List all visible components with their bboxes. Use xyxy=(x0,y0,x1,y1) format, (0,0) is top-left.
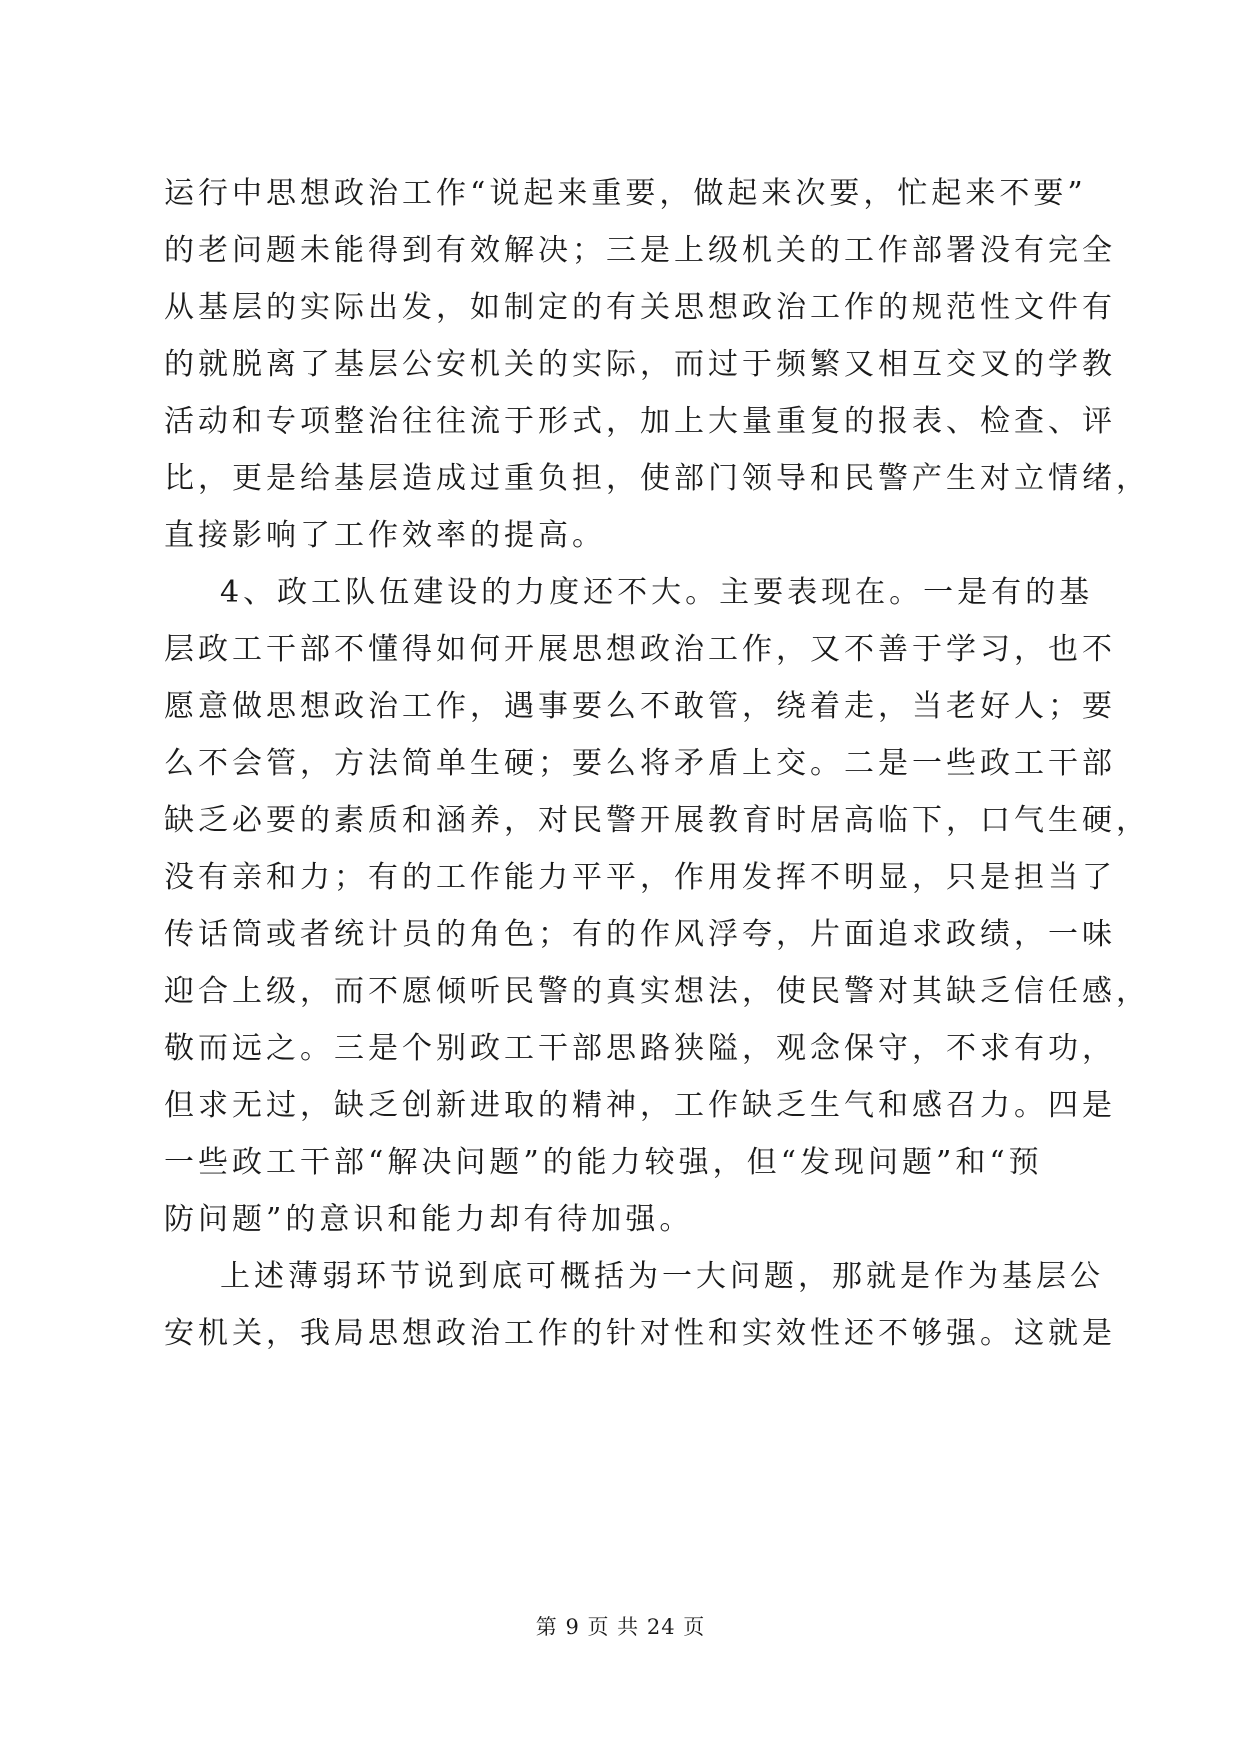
text-line: 直接影响了工作效率的提高。 xyxy=(164,518,606,553)
text-line: 比，更是给基层造成过重负担，使部门领导和民警产生对立情绪， xyxy=(164,461,1150,496)
text-line: 但求无过，缺乏创新进取的精神，工作缺乏生气和感召力。四是 xyxy=(164,1088,1116,1123)
text-line: 防问题”的意识和能力却有待加强。 xyxy=(164,1202,694,1237)
text-line: 没有亲和力；有的工作能力平平，作用发挥不明显，只是担当了 xyxy=(164,860,1116,895)
text-line: 愿意做思想政治工作，遇事要么不敢管，绕着走，当老好人；要 xyxy=(164,689,1116,724)
paragraph-start-line: 4、政工队伍建设的力度还不大。主要表现在。一是有的基 xyxy=(220,575,1094,610)
text-line: 缺乏必要的素质和涵养，对民警开展教育时居高临下，口气生硬， xyxy=(164,803,1150,838)
text-line: 传话筒或者统计员的角色；有的作风浮夸，片面追求政绩，一味 xyxy=(164,917,1116,952)
text-line: 么不会管，方法简单生硬；要么将矛盾上交。二是一些政工干部 xyxy=(164,746,1116,781)
text-line: 运行中思想政治工作“说起来重要，做起来次要，忙起来不要” xyxy=(164,176,1087,211)
text-line: 一些政工干部“解决问题”的能力较强，但“发现问题”和“预 xyxy=(164,1145,1043,1180)
text-line: 活动和专项整治往往流于形式，加上大量重复的报表、检查、评 xyxy=(164,404,1116,439)
text-line: 敬而远之。三是个别政工干部思路狭隘，观念保守，不求有功， xyxy=(164,1031,1116,1066)
text-line: 的就脱离了基层公安机关的实际，而过于频繁又相互交叉的学教 xyxy=(164,347,1116,382)
text-line: 从基层的实际出发，如制定的有关思想政治工作的规范性文件有 xyxy=(164,290,1116,325)
text-line: 安机关，我局思想政治工作的针对性和实效性还不够强。这就是 xyxy=(164,1316,1116,1351)
page-number-footer: 第 9 页 共 24 页 xyxy=(535,1615,706,1639)
text-line: 层政工干部不懂得如何开展思想政治工作，又不善于学习，也不 xyxy=(164,632,1116,667)
paragraph-start-line: 上述薄弱环节说到底可概括为一大问题，那就是作为基层公 xyxy=(220,1259,1104,1294)
text-line: 的老问题未能得到有效解决；三是上级机关的工作部署没有完全 xyxy=(164,233,1116,268)
text-line: 迎合上级，而不愿倾听民警的真实想法，使民警对其缺乏信任感， xyxy=(164,974,1150,1009)
